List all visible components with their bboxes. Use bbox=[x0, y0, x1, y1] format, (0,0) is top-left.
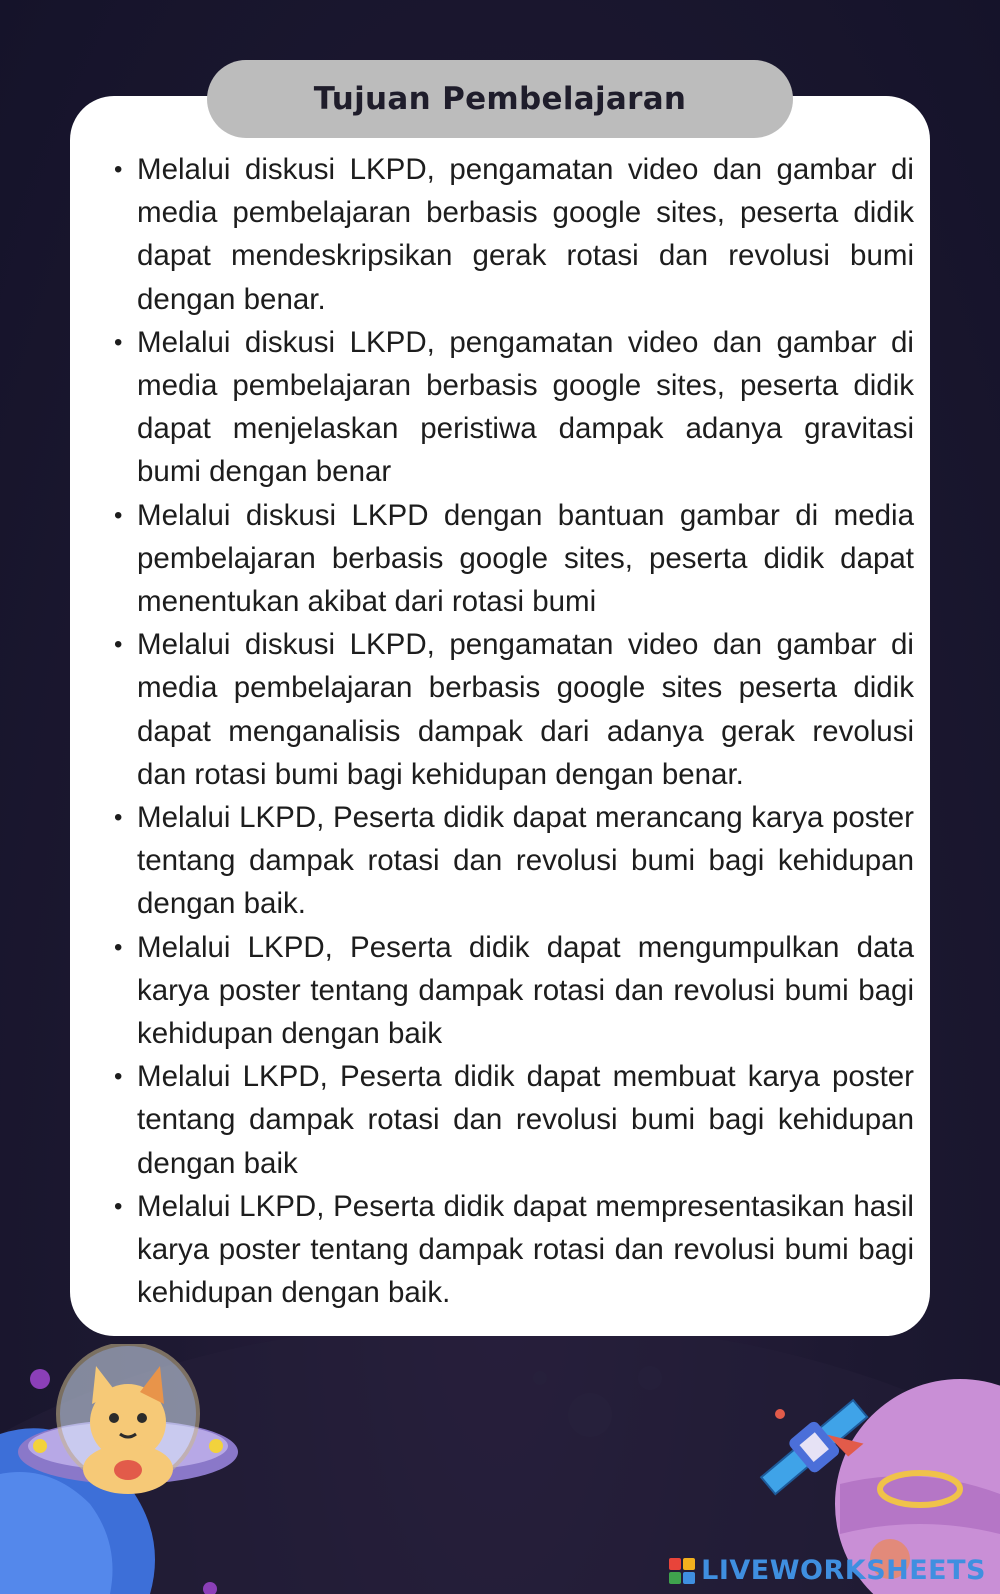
title-banner bbox=[207, 60, 793, 138]
objective-text: Melalui LKPD, Peserta didik dapat mempresentasikan hasil karya poster tentang dampak rotasi dan revolusi bumi bagi kehidupan dengan baik. bbox=[137, 1189, 914, 1310]
objective-text: Melalui diskusi LKPD dengan bantuan gambar di media pembelajaran berbasis google sites, peserta didik dapat menentukan akibat dari rotasi bumi bbox=[137, 498, 914, 619]
bullet-icon: • bbox=[114, 1063, 123, 1091]
objective-item bbox=[108, 1185, 914, 1315]
objective-item bbox=[108, 1055, 914, 1185]
objective-item bbox=[108, 494, 914, 624]
objectives-list bbox=[108, 148, 914, 1314]
objective-item bbox=[108, 623, 914, 796]
objective-item bbox=[108, 926, 914, 1056]
bullet-icon: • bbox=[114, 804, 123, 832]
objective-item bbox=[108, 796, 914, 926]
objective-text: Melalui LKPD, Peserta didik dapat mengumpulkan data karya poster tentang dampak rotasi dan revolusi bumi bagi kehidupan dengan baik bbox=[137, 930, 914, 1051]
liveworksheets-watermark bbox=[669, 1555, 986, 1586]
bullet-icon: • bbox=[114, 631, 123, 659]
objective-text: Melalui diskusi LKPD, pengamatan video dan gambar di media pembelajaran berbasis google sites peserta didik dapat menganalisis dampak dari adanya gerak revolusi dan rotasi bumi bagi kehidupan dengan benar. bbox=[137, 628, 914, 791]
objective-text: Melalui LKPD, Peserta didik dapat membuat karya poster tentang dampak rotasi dan revolusi bumi bagi kehidupan dengan baik bbox=[137, 1060, 914, 1180]
liveworksheets-logo-icon bbox=[669, 1558, 695, 1584]
objective-text: Melalui diskusi LKPD, pengamatan video dan gambar di media pembelajaran berbasis google sites, peserta didik dapat menjelaskan peristiwa dampak adanya gravitasi bumi dengan benar bbox=[137, 325, 914, 489]
bullet-icon: • bbox=[114, 501, 123, 529]
cat-ufo-icon bbox=[0, 1344, 260, 1594]
objective-item bbox=[108, 148, 914, 321]
bullet-icon: • bbox=[114, 933, 123, 961]
objective-text: Melalui diskusi LKPD, pengamatan video dan gambar di media pembelajaran berbasis google sites, peserta didik dapat mendeskripsikan gerak rotasi dan revolusi bumi dengan benar. bbox=[137, 153, 914, 316]
page-title: Tujuan Pembelajaran bbox=[313, 81, 687, 117]
objective-item bbox=[108, 321, 914, 494]
bullet-icon: • bbox=[114, 328, 123, 356]
watermark-text: LIVEWORKSHEETS bbox=[701, 1555, 986, 1586]
bullet-icon: • bbox=[114, 156, 123, 183]
bullet-icon: • bbox=[114, 1192, 123, 1220]
objective-text: Melalui LKPD, Peserta didik dapat merancang karya poster tentang dampak rotasi dan revolusi bumi bagi kehidupan dengan baik. bbox=[137, 801, 914, 921]
